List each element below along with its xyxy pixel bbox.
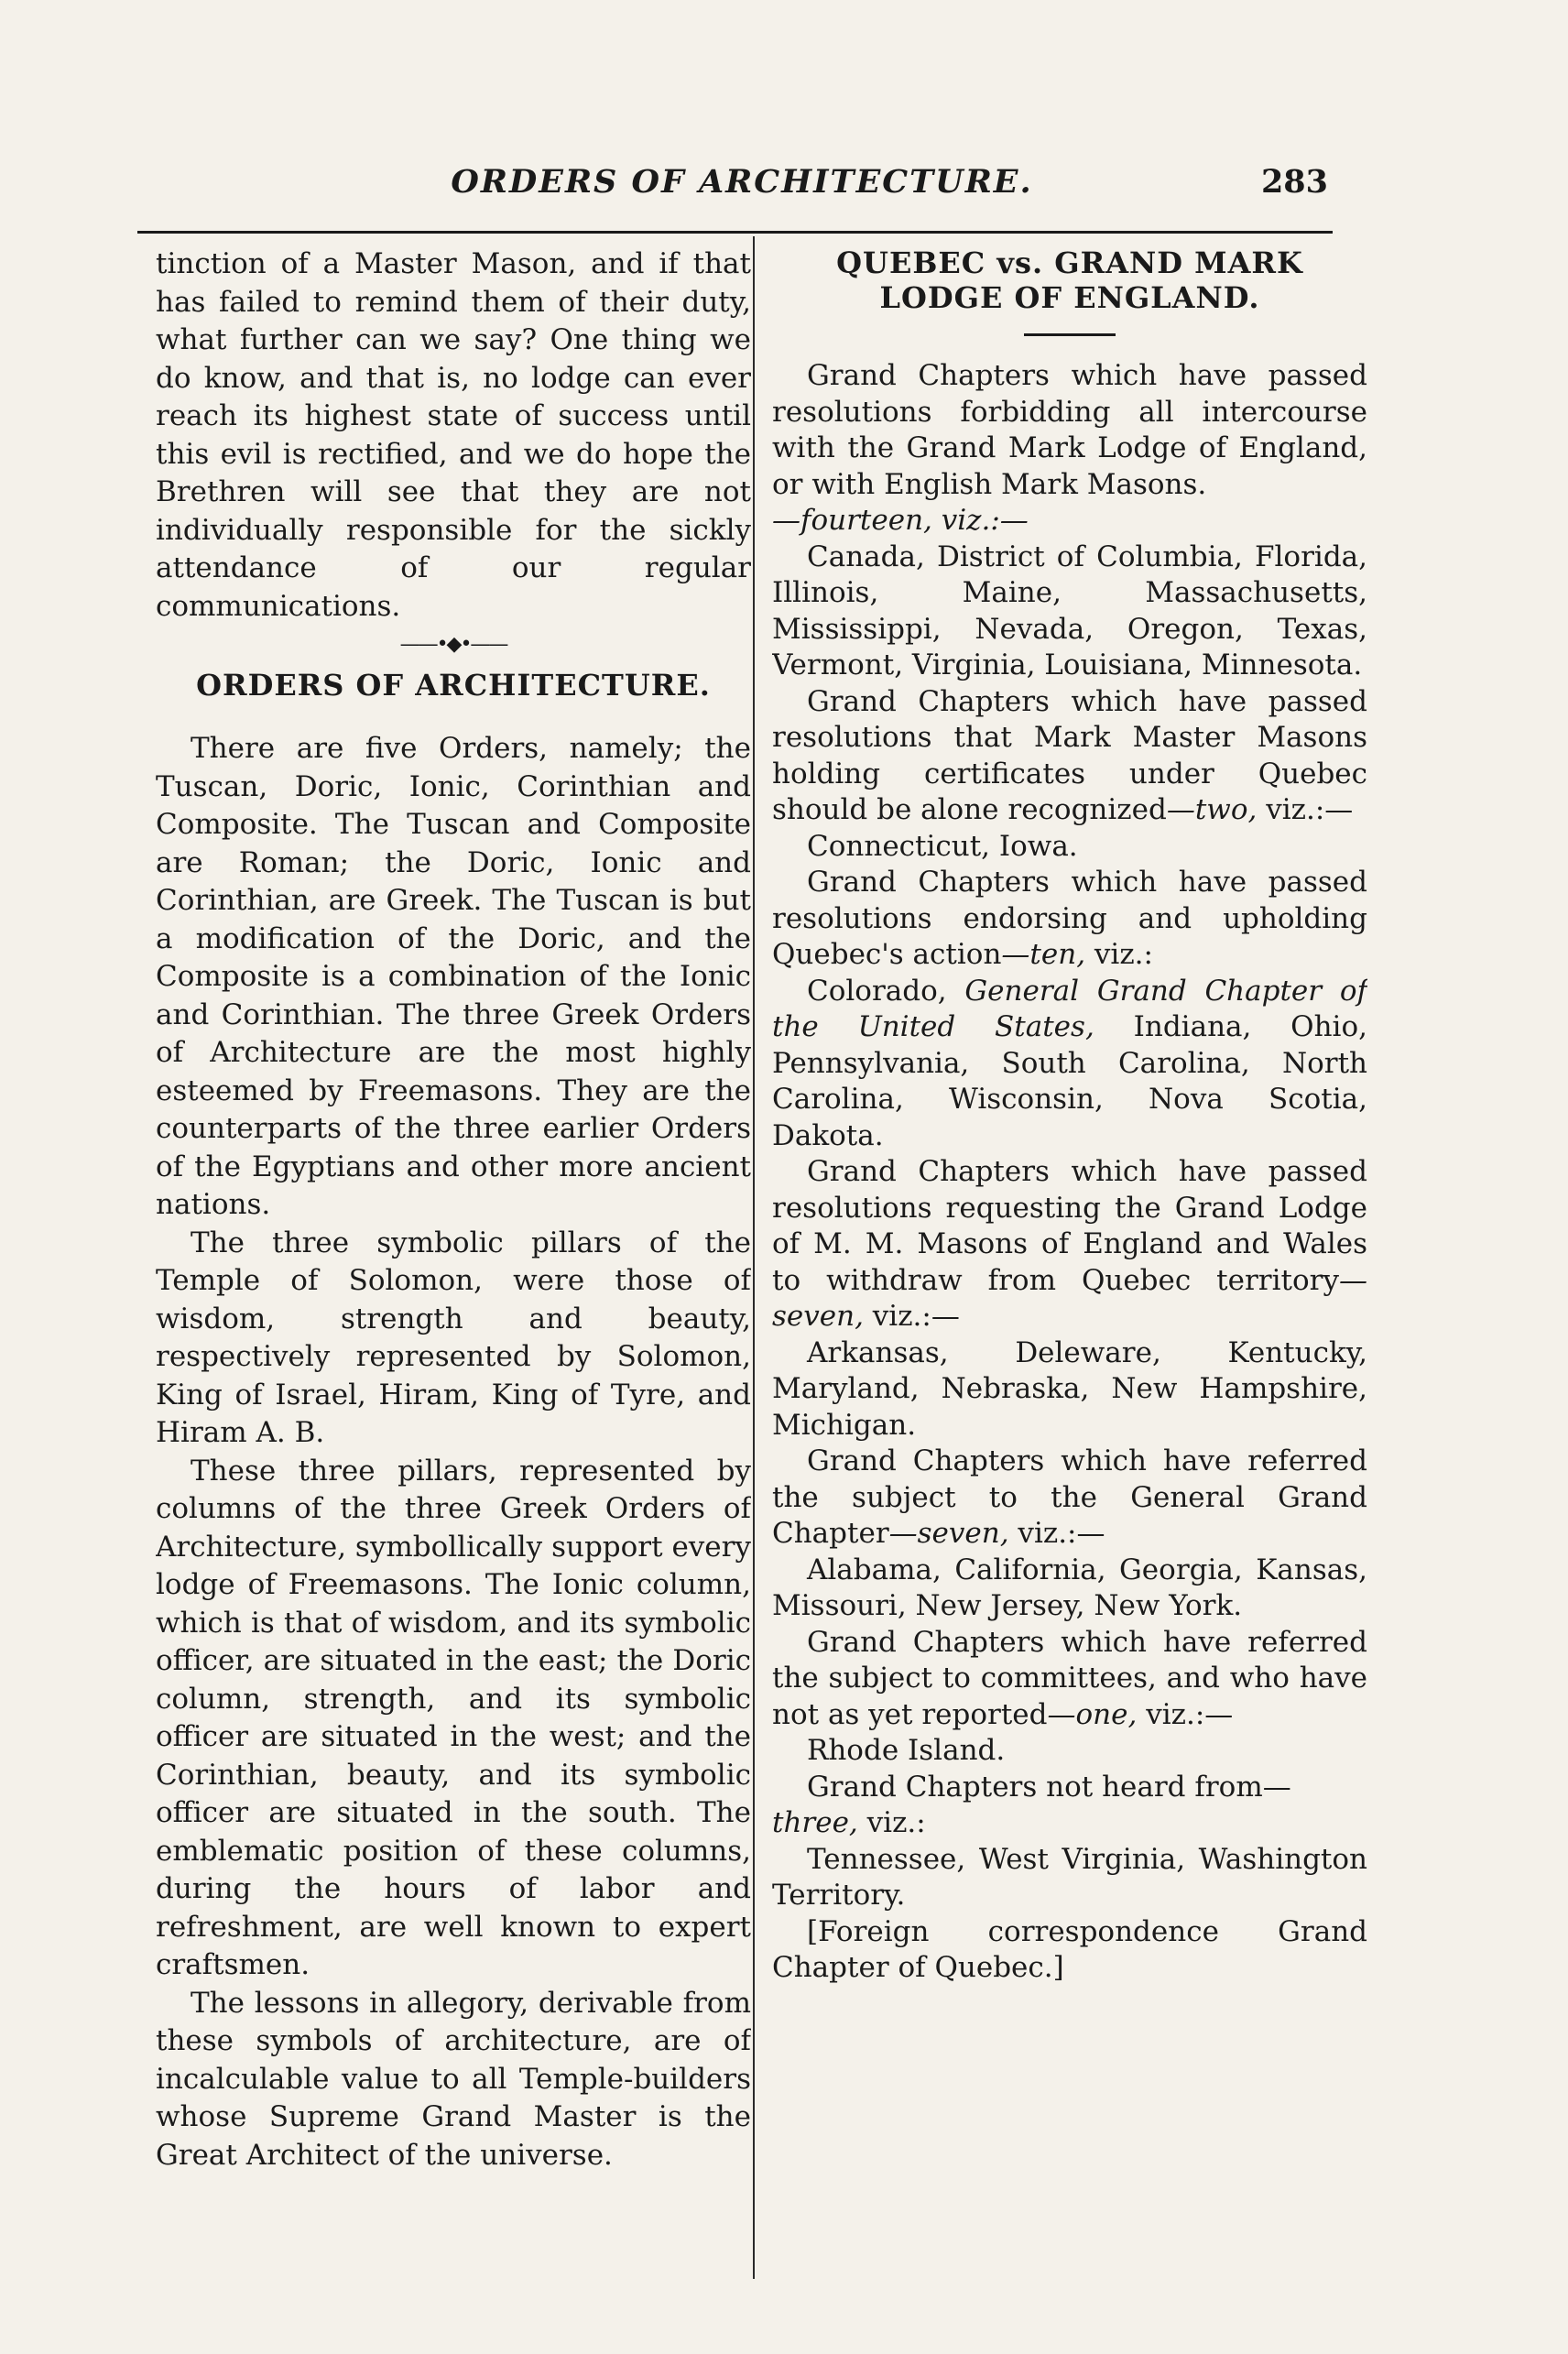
section-intro: Grand Chapters which have passed resolutions forbidding all intercourse with the Grand Mark Lodge of England, or with English Mark Masons. [772, 359, 1367, 501]
paragraph-continued: tinction of a Master Mason, and if that has failed to remind them of their duty, what further can we say? One thing we do know, and that is, no lodge can ever reach its highest state of success until this evil is rectified, and we do hope the Brethren will see that they are not individually responsible for the sickly attendance of our regular communications. [156, 247, 751, 623]
state-list: Connecticut, Iowa. [807, 829, 1078, 863]
state-list-part: Indiana, Ohio, Pennsylvania, South Carolina, North Carolina, Wisconsin, Nova Scotia, Dakota. [772, 1010, 1367, 1152]
state-list-italic: General Grand Chapter of the United States, [772, 974, 1367, 1043]
header-rule [137, 231, 1333, 234]
section-heading-orders: ORDERS OF ARCHITECTURE. [196, 668, 711, 703]
section-forbidding [772, 358, 1367, 539]
section-viz: viz.: [1085, 938, 1153, 971]
section-count: —one, [1047, 1697, 1138, 1731]
section-intro: Grand Chapters which have passed resolutions requesting the Grand Lodge of M. M. Masons of England and Wales to withdraw from Quebec territory [772, 1155, 1367, 1297]
running-head [156, 163, 1328, 214]
section-not-heard [772, 1770, 1367, 1842]
left-column [156, 245, 751, 2297]
section-viz: viz.:— [1146, 1697, 1234, 1731]
spacer [156, 703, 751, 730]
section-intro: Grand Chapters not heard from— [807, 1770, 1291, 1804]
section-endorsing [772, 865, 1367, 974]
section-intro: Grand Chapters which have referred the subject to the General Grand Chapter [772, 1444, 1367, 1550]
section-count: —seven, [888, 1517, 1009, 1550]
short-rule [1024, 333, 1116, 336]
section-heading-quebec: QUEBEC vs. GRAND MARK LODGE OF ENGLAND. [836, 245, 1303, 315]
state-list: Arkansas, Deleware, Kentucky, Maryland, Nebraska, New Hampshire, Michigan. [772, 1335, 1367, 1442]
section-viz: viz.:— [1008, 1517, 1105, 1550]
paragraph-five-orders: There are five Orders, namely; the Tuscan, Doric, Ionic, Corinthian and Composite. The Tuscan and Composite are Roman; the Doric, Ionic and Corinthian, are Greek. The Tuscan is but a modification of the Doric, and the Composite is a combination of the Ionic and Corinthian. The three Greek Orders of Architecture are the most highly esteemed by Freemasons. They are the counterparts of the three earlier Orders of the Egyptians and other more ancient nations. [156, 732, 751, 1221]
section-count: —two, [1166, 793, 1258, 826]
section-requesting [772, 1154, 1367, 1335]
paragraph-symbolic-pillars: The three symbolic pillars of the Temple of Solomon, were those of wisdom, strength and beauty, respectively represented by Solomon, King of Israel, Hiram, King of Tyre, and Hiram A. B. [156, 1226, 751, 1449]
state-list: Alabama, California, Georgia, Kansas, Missouri, New Jersey, New York. [772, 1553, 1367, 1622]
section-viz: viz.:— [863, 1300, 960, 1333]
section-committees [772, 1625, 1367, 1734]
section-viz: viz.: [857, 1806, 926, 1839]
state-list [772, 974, 1367, 1155]
section-viz: viz.:— [1266, 793, 1354, 826]
state-list: Tennessee, West Virginia, Washington Territory. [772, 1842, 1367, 1912]
section-intro: Grand Chapters which have passed resolutions endorsing and upholding Quebec's action [772, 866, 1367, 971]
running-title: ORDERS OF ARCHITECTURE. [451, 163, 1033, 201]
paragraph-lessons: The lessons in allegory, derivable from these symbols of architecture, are of incalculable value to all Temple-builders whose Supreme Grand Master is the Great Architect of the universe. [156, 1986, 751, 2172]
source-citation: [Foreign correspondence Grand Chapter of Quebec.] [772, 1914, 1367, 1984]
state-list: Canada, District of Columbia, Florida, Illinois, Maine, Massachusetts, Mississippi, Nevada, Oregon, Texas, Vermont, Virginia, Louisiana, Minnesota. [772, 539, 1367, 681]
section-referred-general [772, 1444, 1367, 1553]
section-intro: Grand Chapters which have referred the subject to committees, and who have not as yet reported [772, 1625, 1367, 1731]
section-recognized [772, 684, 1367, 829]
section-count: three, [772, 1806, 858, 1839]
section-count: —seven, [772, 1263, 1367, 1333]
page-number: 283 [1260, 163, 1328, 201]
right-column [772, 245, 1367, 2297]
section-intro: Grand Chapters which have passed resolutions that Mark Master Masons holding certificates under Quebec should be alone recognized [772, 684, 1367, 826]
state-list-part: Colorado, [807, 974, 965, 1008]
section-count: —ten, [1001, 938, 1086, 971]
paragraph-three-pillars: These three pillars, represented by columns of the three Greek Orders of Architecture, symbollically support every lodge of Freemasons. The Ionic column, which is that of wisdom, and its symbolic officer, are situated in the east; the Doric column, strength, and its symbolic officer are situated in the west; and the Corinthian, beauty, and its symbolic officer are situated in the south. The emblematic position of these columns, during the hours of labor and refreshment, are well known to expert craftsmen. [156, 1454, 751, 1981]
column-divider [753, 236, 755, 2279]
state-list: Rhode Island. [807, 1734, 1006, 1767]
section-count: —fourteen, viz.:— [772, 504, 1029, 537]
ornament-divider: ——•◆•—— [399, 633, 507, 656]
